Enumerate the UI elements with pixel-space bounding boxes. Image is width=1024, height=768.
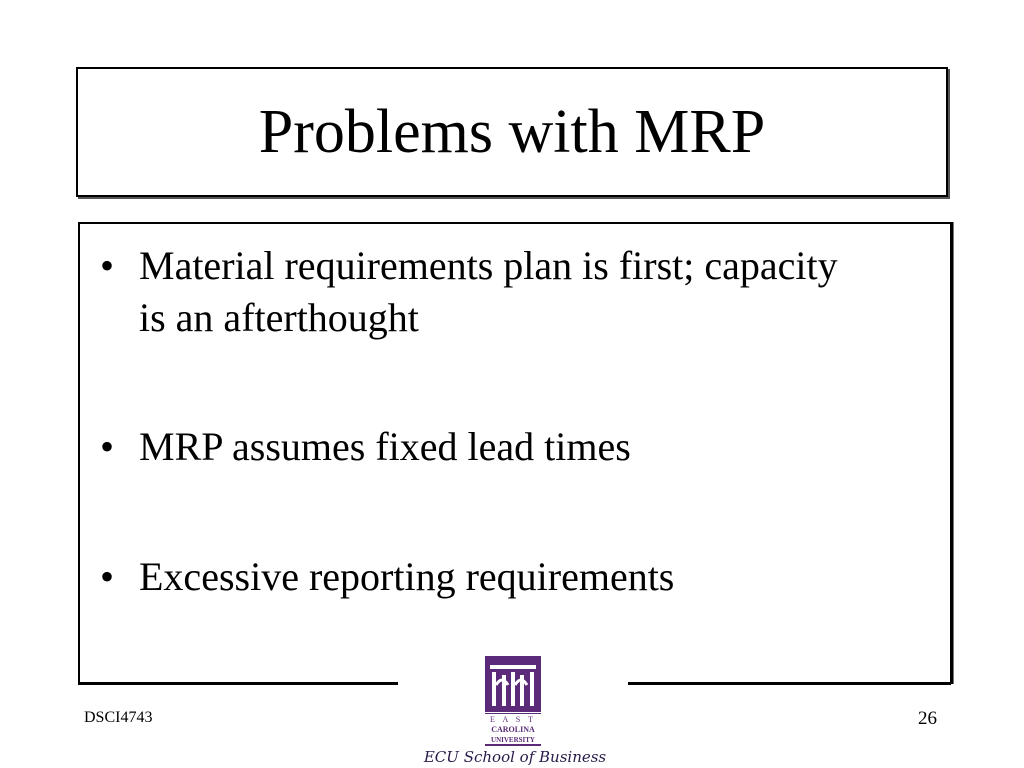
bullet-text: MRP assumes fixed lead times <box>139 424 631 469</box>
bullet-item <box>100 240 940 344</box>
bottom-rule-left <box>78 682 398 685</box>
bullet-text-line: Material requirements plan is first; capacity <box>139 243 838 288</box>
bullet-text-line: is an afterthought <box>139 295 419 340</box>
page-number: 26 <box>918 708 937 729</box>
ecu-logo-icon <box>484 655 542 747</box>
logo-caption: ECU School of Business <box>423 748 607 766</box>
bullet-item <box>100 421 940 473</box>
bullet-dot: • <box>100 243 115 288</box>
bottom-rule-right <box>628 682 951 685</box>
ecu-logo <box>484 655 542 747</box>
bullet-dot: • <box>100 424 115 469</box>
course-code: DSCI4743 <box>84 709 153 726</box>
logo-text-carolina: CAROLINA <box>491 725 535 734</box>
title-box <box>76 67 948 197</box>
bullet-item <box>100 551 940 603</box>
logo-text-university: UNIVERSITY <box>491 736 535 744</box>
bullet-list <box>100 240 940 603</box>
bullet-dot: • <box>100 554 115 599</box>
logo-text-east: E A S T <box>490 715 536 724</box>
bullet-text: Excessive reporting requirements <box>139 554 675 599</box>
slide-title: Problems with MRP <box>258 98 766 166</box>
